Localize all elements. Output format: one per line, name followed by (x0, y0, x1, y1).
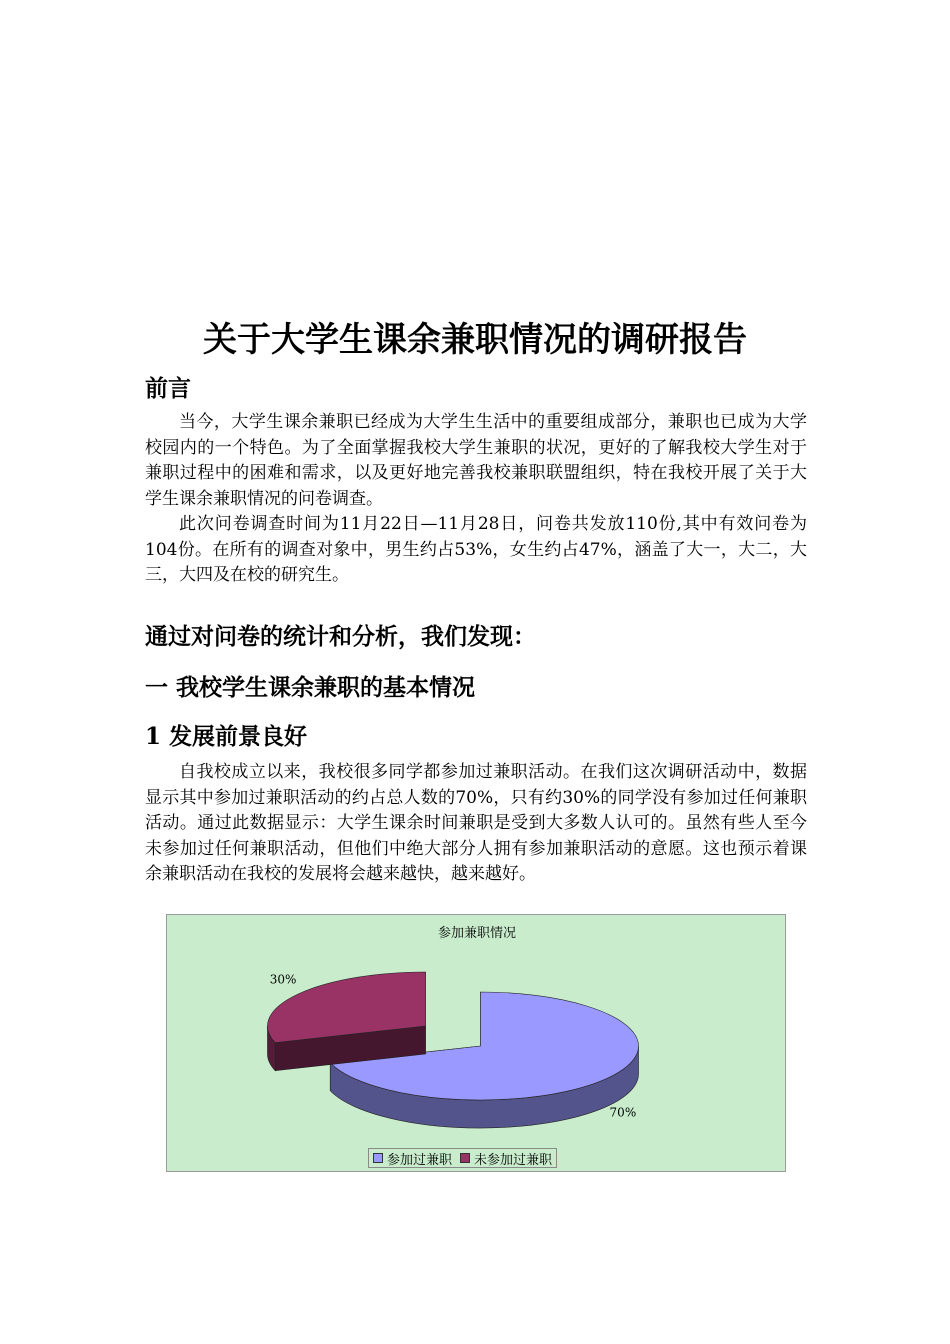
preface-paragraph-2: 此次问卷调查时间为11月22日—11月28日，问卷共发放110份,其中有效问卷为104份。在所有的调查对象中，男生约占53%，女生约占47%，涵盖了大一，大二，大三，大四及在校的研究生。 (145, 514, 807, 585)
legend-label-0: 参加过兼职 (387, 1152, 453, 1168)
pie-data-label-0: 70% (609, 1105, 637, 1120)
legend-item-1 (460, 1149, 552, 1168)
pie-slice-1 (267, 972, 425, 1071)
pie-chart-canvas (167, 915, 787, 1173)
pie-data-label-1: 30% (269, 972, 297, 987)
subsection-1-paragraph: 自我校成立以来，我校很多同学都参加过兼职活动。在我们这次调研活动中，数据显示其中参加过兼职活动的约占总人数的70%，只有约30%的同学没有参加过任何兼职活动。通过此数据显示：大学生课余时间兼职是受到大多数人认可的。虽然有些人至今未参加过任何兼职活动，但他们中绝大部分人拥有参加兼职活动的意愿。这也预示着课余兼职活动在我校的发展将会越来越快，越来越好。 (145, 762, 807, 884)
chart-legend (368, 1148, 557, 1168)
legend-swatch-0 (373, 1153, 383, 1163)
chart-title: 参加兼职情况 (437, 926, 517, 941)
section-1-heading: 一 我校学生课余兼职的基本情况 (145, 675, 476, 701)
preface-heading: 前言 (145, 376, 191, 402)
legend-item-0 (373, 1149, 452, 1168)
preface-paragraph-1: 当今，大学生课余兼职已经成为大学生生活中的重要组成部分，兼职也已成为大学校园内的一个特色。为了全面掌握我校大学生兼职的状况，更好的了解我校大学生对于兼职过程中的困难和需求，以及更好地完善我校兼职联盟组织，特在我校开展了关于大学生课余兼职情况的问卷调查。 (145, 412, 807, 509)
findings-heading: 通过对问卷的统计和分析，我们发现： (145, 624, 536, 650)
legend-swatch-1 (460, 1153, 470, 1163)
report-title: 关于大学生课余兼职情况的调研报告 (203, 320, 747, 360)
pie-chart (166, 914, 786, 1172)
legend-label-1: 未参加过兼职 (474, 1152, 553, 1168)
subsection-1-heading: 1 发展前景良好 (145, 723, 308, 750)
